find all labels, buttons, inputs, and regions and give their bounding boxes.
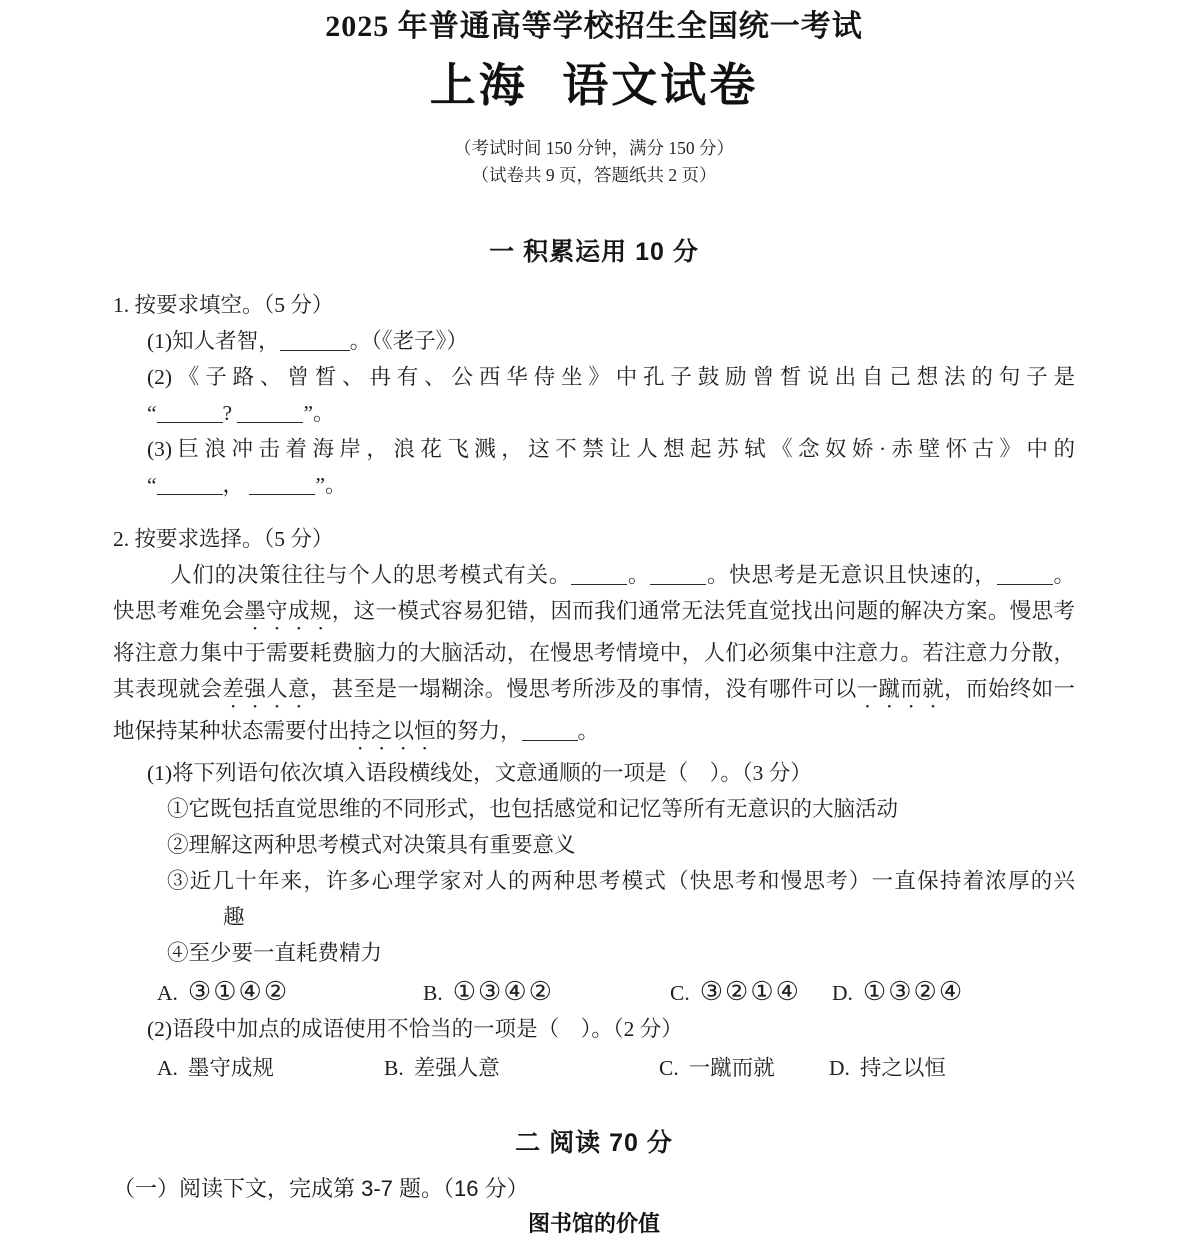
emphasized-idiom: 持之以恒 xyxy=(349,719,436,743)
option-value: 一蹴而就 xyxy=(688,1056,775,1080)
section1-heading: 一 积累运用 10 分 xyxy=(489,238,699,266)
passage-text: 其表现就会 xyxy=(113,677,223,701)
answer-blank xyxy=(522,718,578,741)
q2-sub2-options xyxy=(113,1050,1075,1086)
q1-stem: 1. 按要求填空。（5 分） xyxy=(113,293,334,317)
exam-meta-pages: （试卷共 9 页，答题纸共 2 页） xyxy=(471,165,717,185)
option-label: B. xyxy=(384,1056,404,1080)
emphasized-idiom: 一蹴而就 xyxy=(856,677,945,701)
passage-line xyxy=(113,671,1075,713)
passage-text: 。 xyxy=(627,563,651,587)
option-a xyxy=(157,1050,384,1086)
option-label: C. xyxy=(670,981,690,1005)
q2-sub1-item-3-cont: 趣 xyxy=(223,905,245,929)
passage-text: 。快思考是无意识且快速的， xyxy=(706,563,997,587)
answer-blank xyxy=(571,562,627,585)
emphasized-idiom: 差强人意 xyxy=(222,677,310,701)
option-value: 差强人意 xyxy=(413,1056,500,1080)
close-quote: ”。 xyxy=(315,473,347,497)
option-d xyxy=(832,974,964,1011)
q1-item2-answer-line xyxy=(113,395,1075,431)
answer-blank xyxy=(237,400,303,423)
passage-text: ，而始终如一 xyxy=(944,677,1075,701)
option-label: A. xyxy=(157,1056,178,1080)
paper-title: 上海 语文试卷 xyxy=(429,60,759,111)
q1-item1-post: 。（《老子》） xyxy=(349,329,468,353)
open-quote: “ xyxy=(147,473,157,497)
question-mark: ? xyxy=(222,401,233,425)
q1-item1-pre: (1)知人者智， xyxy=(147,329,280,353)
option-c xyxy=(670,974,832,1011)
close-quote: ”。 xyxy=(303,401,335,425)
option-label: D. xyxy=(829,1056,850,1080)
passage-line xyxy=(113,713,1075,755)
option-label: C. xyxy=(659,1056,679,1080)
q2-sub1-stem: (1)将下列语句依次填入语段横线处，文意通顺的一项是（ ）。（3 分） xyxy=(147,761,812,785)
answer-blank xyxy=(157,400,223,423)
option-value: 持之以恒 xyxy=(859,1056,946,1080)
comma: ， xyxy=(222,473,245,497)
q2-sub1-item-4: ④至少要一直耗费精力 xyxy=(167,941,383,965)
passage-text: 。 xyxy=(1052,563,1075,587)
q2-sub1-item-2: ②理解这两种思考模式对决策具有重要意义 xyxy=(167,833,576,857)
option-b xyxy=(423,974,670,1011)
exam-title: 2025 年普通高等学校招生全国统一考试 xyxy=(325,10,863,43)
answer-blank xyxy=(249,472,315,495)
q1-item1 xyxy=(113,323,1075,359)
q2-sub1-item-1: ①它既包括直觉思维的不同形式，也包括感觉和记忆等所有无意识的大脑活动 xyxy=(167,797,899,821)
option-value: ①③④② xyxy=(452,977,554,1006)
option-d xyxy=(829,1050,946,1086)
passage-line xyxy=(113,557,1075,593)
q2-sub2-stem: (2)语段中加点的成语使用不恰当的一项是（ ）。（2 分） xyxy=(147,1017,683,1041)
passage-text: 快思考难免会 xyxy=(113,599,245,623)
answer-blank xyxy=(280,328,350,351)
q2-sub1-options xyxy=(113,974,1075,1011)
q1-item2-line1: (2)《子路、曾晳、冉有、公西华侍坐》中孔子鼓励曾晳说出自己想法的句子是 xyxy=(147,365,1075,389)
option-c xyxy=(659,1050,829,1086)
passage-line: 将注意力集中于需要耗费脑力的大脑活动，在慢思考情境中，人们必须集中注意力。若注意力分散， xyxy=(113,641,1075,665)
exam-meta-time: （考试时间 150 分钟，满分 150 分） xyxy=(454,138,734,158)
open-quote: “ xyxy=(147,401,157,425)
q1-item3-line1: (3)巨浪冲击着海岸，浪花飞溅，这不禁让人想起苏轼《念奴娇·赤壁怀古》中的 xyxy=(147,437,1075,461)
passage-text: 。 xyxy=(577,719,600,743)
answer-blank xyxy=(157,472,223,495)
passage-text: ，这一模式容易犯错，因而我们通常无法凭直觉找出问题的解决方案。慢思考 xyxy=(331,599,1075,623)
q1-item3-answer-line xyxy=(113,467,1075,503)
option-value: 墨守成规 xyxy=(187,1056,274,1080)
passage-line xyxy=(113,593,1075,635)
section1-body xyxy=(113,287,1075,1086)
answer-blank xyxy=(650,562,706,585)
passage-text: 的努力， xyxy=(435,719,522,743)
answer-blank xyxy=(997,562,1053,585)
passage-text: 人们的决策往往与个人的思考模式有关。 xyxy=(170,563,572,587)
option-label: A. xyxy=(157,981,178,1005)
q2-sub1-item-3: ③近几十年来，许多心理学家对人的两种思考模式（快思考和慢思考）一直保持着浓厚的兴 xyxy=(167,869,1075,893)
reading-part1-intro: （一）阅读下文，完成第 3-7 题。（16 分） xyxy=(113,1176,529,1201)
emphasized-idiom: 墨守成规 xyxy=(244,599,332,623)
option-value: ①③②④ xyxy=(862,977,965,1006)
option-value: ③①④② xyxy=(187,977,290,1006)
option-label: B. xyxy=(423,981,443,1005)
passage-text: 地保持某种状态需要付出 xyxy=(113,719,350,743)
section2-heading: 二 阅读 70 分 xyxy=(515,1129,673,1157)
passage-text: ，甚至是一塌糊涂。慢思考所涉及的事情，没有哪件可以 xyxy=(309,677,857,701)
option-a xyxy=(157,974,423,1011)
option-value: ③②①④ xyxy=(699,977,801,1006)
option-b xyxy=(384,1050,659,1086)
q2-stem: 2. 按要求选择。（5 分） xyxy=(113,527,334,551)
option-label: D. xyxy=(832,981,853,1005)
q2-passage xyxy=(113,557,1075,755)
reading-passage-title: 图书馆的价值 xyxy=(527,1211,660,1236)
